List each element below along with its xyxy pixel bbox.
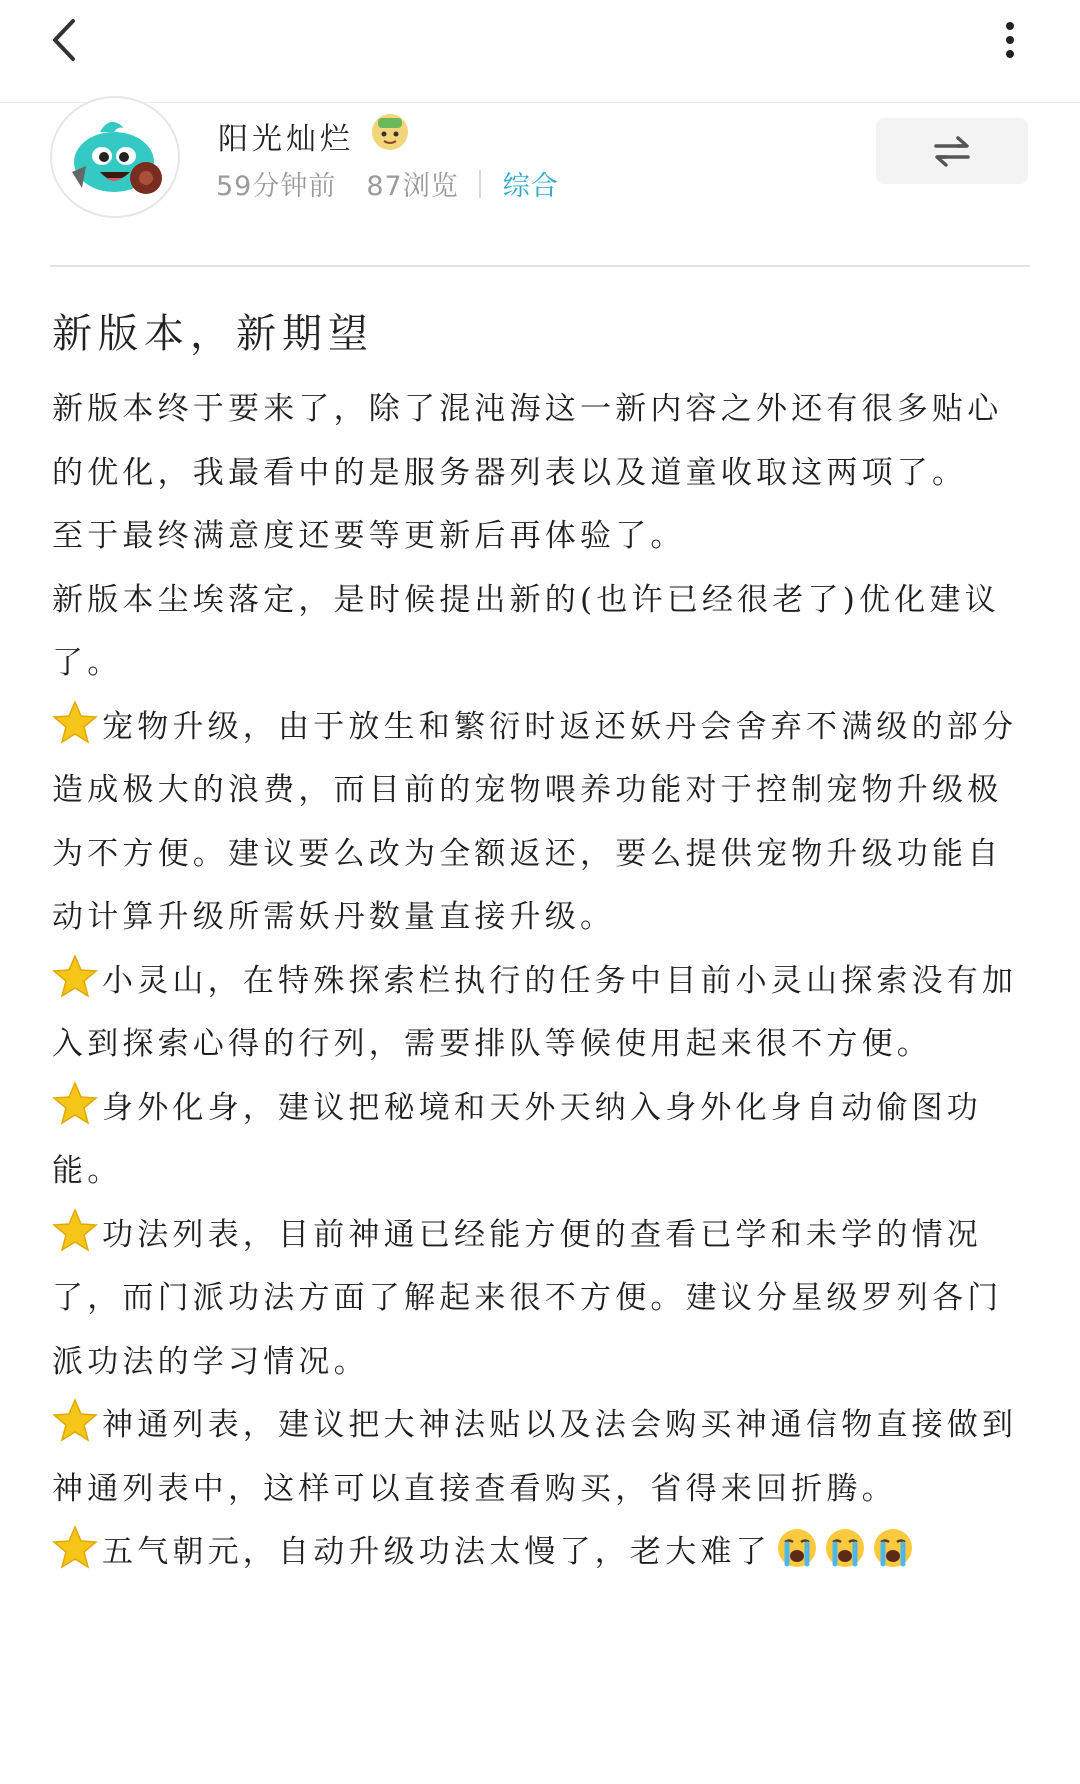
avatar-badge-icon bbox=[368, 110, 412, 154]
author-name[interactable]: 阳光灿烂 bbox=[218, 122, 354, 157]
suggestion-text: 神通列表，建议把大神法贴以及法会购买神通信物直接做到神通列表中，这样可以直接查看购买，省得来回折腾。 bbox=[52, 1407, 1018, 1507]
post-paragraph: 至于最终满意度还要等更新后再体验了。 bbox=[52, 518, 686, 554]
more-options-button[interactable] bbox=[990, 10, 1030, 70]
top-bar bbox=[0, 0, 1080, 103]
suggestion-item bbox=[52, 696, 1032, 950]
avatar-slime-icon bbox=[52, 98, 178, 216]
suggestion-text: 功法列表，目前神通已经能方便的查看已学和未学的情况了，而门派功法方面了解起来很不方便。建议分星级罗列各门派功法的学习情况。 bbox=[52, 1216, 1003, 1380]
post-body bbox=[52, 378, 1032, 1585]
suggestion-item bbox=[52, 1394, 1032, 1521]
suggestion-item bbox=[52, 1204, 1032, 1395]
post-meta bbox=[216, 164, 559, 203]
suggestion-text: 身外化身，建议把秘境和天外天纳入身外化身自动偷图功能。 bbox=[52, 1089, 982, 1189]
chevron-left-icon bbox=[47, 17, 81, 63]
post-paragraph: 新版本终于要来了，除了混沌海这一新内容之外还有很多贴心的优化，我最看中的是服务器列表以及道童收取这两项了。 bbox=[52, 391, 1003, 491]
post-paragraph: 新版本尘埃落定，是时候提出新的(也许已经很老了)优化建议了。 bbox=[52, 581, 1000, 681]
back-button[interactable] bbox=[34, 10, 94, 70]
star-icon bbox=[52, 1080, 98, 1126]
header-divider bbox=[50, 265, 1030, 267]
meta-divider bbox=[479, 170, 481, 198]
crying-face-icon bbox=[871, 1526, 915, 1570]
post-title: 新版本，新期望 bbox=[52, 311, 374, 357]
avatar[interactable] bbox=[50, 96, 180, 218]
author-header bbox=[0, 96, 1080, 266]
post-time: 59分钟前 bbox=[216, 171, 337, 202]
suggestion-text: 宠物升级，由于放生和繁衍时返还妖丹会舍弃不满级的部分造成极大的浪费，而目前的宠物喂养功能对于控制宠物升级极为不方便。建议要么改为全额返还，要么提供宠物升级功能自动计算升级所需妖丹数量直接升级。 bbox=[52, 708, 1018, 935]
star-icon bbox=[52, 1524, 98, 1570]
star-icon bbox=[52, 1397, 98, 1443]
suggestion-item bbox=[52, 950, 1032, 1077]
star-icon bbox=[52, 953, 98, 999]
crying-face-icon bbox=[823, 1526, 867, 1570]
suggestion-text: 小灵山，在特殊探索栏执行的任务中目前小灵山探索没有加入到探索心得的行列，需要排队等候使用起来很不方便。 bbox=[52, 962, 1018, 1062]
star-icon bbox=[52, 1207, 98, 1253]
view-count: 87浏览 bbox=[366, 171, 459, 202]
suggestion-text: 五气朝元，自动升级功法太慢了，老大难了 bbox=[102, 1534, 771, 1570]
more-vertical-icon bbox=[1004, 20, 1016, 60]
category-link[interactable]: 综合 bbox=[502, 171, 559, 202]
crying-face-icon bbox=[775, 1526, 819, 1570]
swap-arrows-icon bbox=[932, 135, 972, 167]
suggestion-item bbox=[52, 1077, 1032, 1204]
switch-button[interactable] bbox=[876, 118, 1028, 184]
suggestion-item bbox=[52, 1521, 1032, 1585]
star-icon bbox=[52, 699, 98, 745]
